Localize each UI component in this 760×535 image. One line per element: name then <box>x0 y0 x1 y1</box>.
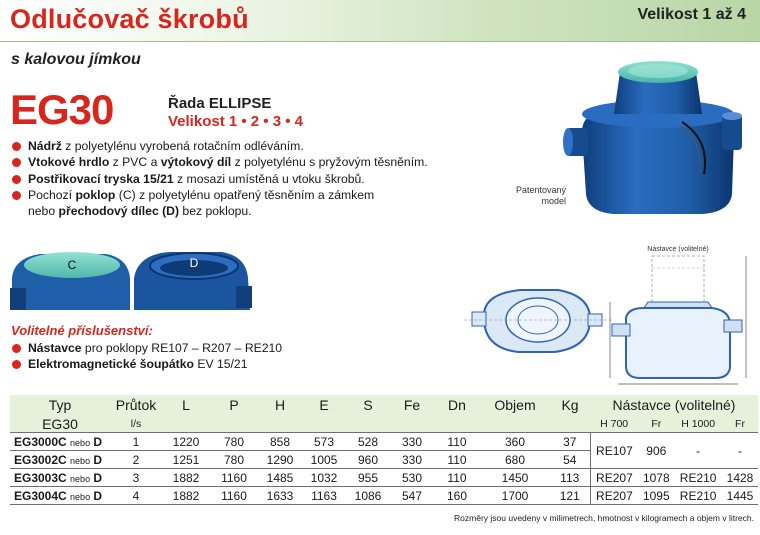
feature-list <box>11 138 481 219</box>
cell-kg: 54 <box>550 451 590 469</box>
cell-kg: 121 <box>550 487 590 505</box>
cell-p: 1160 <box>210 487 258 505</box>
cell-fe: 330 <box>390 451 434 469</box>
cell-fe: 330 <box>390 433 434 451</box>
cell-fr1: 1078 <box>638 469 674 487</box>
cell-volume: 360 <box>480 433 550 451</box>
accessories-title: Volitelné příslušenství: <box>11 323 153 338</box>
cell-dn: 110 <box>434 469 480 487</box>
cell-l: 1882 <box>162 469 210 487</box>
patent-label: Patentovaný model <box>515 185 566 206</box>
col-fr2-header: Fr <box>722 415 758 433</box>
accessory-text: pro poklopy RE107 – R207 – RE210 <box>81 341 283 355</box>
cell-fr1: 906 <box>638 433 674 469</box>
cell-e: 1163 <box>302 487 346 505</box>
col-p-header: P <box>210 395 258 415</box>
col-type-header: Typ <box>10 395 110 415</box>
bullet-icon <box>12 360 21 369</box>
cell-s: 528 <box>346 433 390 451</box>
feature-bold: Postřikovací tryska 15/21 <box>28 171 174 186</box>
cell-fr1: 1095 <box>638 487 674 505</box>
cell-fr2: 1445 <box>722 487 758 505</box>
cell-l: 1220 <box>162 433 210 451</box>
cell-h1000: - <box>674 433 722 469</box>
cell-type: EG3004C nebo D <box>10 487 110 505</box>
col-kg-header: Kg <box>550 395 590 415</box>
product-photo <box>562 44 752 220</box>
cell-s: 955 <box>346 469 390 487</box>
model-name: EG30 <box>10 86 114 133</box>
feature-text: z mosazi umístěná u vtoku škrobů. <box>173 171 365 186</box>
cell-flow: 3 <box>110 469 162 487</box>
feature-item <box>11 171 481 187</box>
cell-h700: RE107 <box>590 433 638 469</box>
feature-text: bez poklopu. <box>179 204 252 219</box>
cell-fr2: 1428 <box>722 469 758 487</box>
spec-table <box>10 395 758 505</box>
cell-fr2: - <box>722 433 758 469</box>
accessory-item <box>11 340 411 356</box>
col-extensions-header: Nástavce (volitelné) <box>590 395 758 415</box>
cell-type: EG3003C nebo D <box>10 469 110 487</box>
col-dn-header: Dn <box>434 395 480 415</box>
cell-h1000: RE210 <box>674 469 722 487</box>
cell-fe: 547 <box>390 487 434 505</box>
page-subtitle: s kalovou jímkou <box>11 51 141 68</box>
series-label: Řada ELLIPSE <box>168 95 272 112</box>
cell-h: 858 <box>258 433 302 451</box>
col-h1000-header: H 1000 <box>674 415 722 433</box>
col-type-subheader: EG30 <box>10 415 110 433</box>
cell-l: 1251 <box>162 451 210 469</box>
col-flow-header: Průtok <box>110 395 162 415</box>
feature-bold: Nádrž <box>28 139 62 153</box>
feature-item <box>11 154 481 170</box>
col-h-header: H <box>258 395 302 415</box>
accessories-list <box>11 340 411 373</box>
lid-c-label: C <box>67 258 77 272</box>
bullet-icon <box>12 191 21 200</box>
cell-h700: RE207 <box>590 487 638 505</box>
feature-text: Pochozí <box>28 187 76 202</box>
cell-volume: 680 <box>480 451 550 469</box>
feature-item <box>11 187 481 220</box>
cell-h: 1290 <box>258 451 302 469</box>
accessory-bold: Nástavce <box>28 341 82 355</box>
table-row <box>10 487 758 505</box>
col-s-header: S <box>346 395 390 415</box>
cell-e: 1005 <box>302 451 346 469</box>
size-range-label: Velikost 1 až 4 <box>637 6 746 23</box>
table-row <box>10 433 758 451</box>
footnote: Rozměry jsou uvedeny v milimetrech, hmotnost v kilogramech a objem v litrech. <box>454 513 754 523</box>
cell-fe: 530 <box>390 469 434 487</box>
bullet-icon <box>12 344 21 353</box>
cell-flow: 1 <box>110 433 162 451</box>
cell-flow: 4 <box>110 487 162 505</box>
cell-l: 1882 <box>162 487 210 505</box>
accessory-item <box>11 356 411 372</box>
cell-kg: 37 <box>550 433 590 451</box>
col-h700-header: H 700 <box>590 415 638 433</box>
cell-h1000: RE210 <box>674 487 722 505</box>
cell-volume: 1700 <box>480 487 550 505</box>
cell-e: 573 <box>302 433 346 451</box>
feature-bold: přechodový dílec (D) <box>58 204 180 219</box>
technical-drawing <box>462 238 752 388</box>
bullet-icon <box>12 158 21 167</box>
cell-e: 1032 <box>302 469 346 487</box>
cell-p: 1160 <box>210 469 258 487</box>
col-l-header: L <box>162 395 210 415</box>
page-title: Odlučovač škrobů <box>10 4 249 34</box>
cell-type: EG3002C nebo D <box>10 451 110 469</box>
accessory-bold: Elektromagnetické šoupátko <box>28 357 194 372</box>
col-fr1-header: Fr <box>638 415 674 433</box>
cell-flow: 2 <box>110 451 162 469</box>
sizes-label: Velikost 1 • 2 • 3 • 4 <box>168 113 303 130</box>
cell-h: 1633 <box>258 487 302 505</box>
accessory-text: EV 15/21 <box>193 357 248 372</box>
col-e-header: E <box>302 395 346 415</box>
feature-bold: výtokový díl <box>160 155 232 170</box>
feature-text: z polyetylénu vyrobená rotačním odléváním. <box>61 139 304 153</box>
cell-kg: 113 <box>550 469 590 487</box>
cell-dn: 160 <box>434 487 480 505</box>
feature-text: z polyetylénu s pryžovým těsněním. <box>231 155 428 170</box>
feature-bold: Vtokové hrdlo <box>28 155 110 170</box>
cell-h: 1485 <box>258 469 302 487</box>
cell-s: 1086 <box>346 487 390 505</box>
feature-text: (C) z polyetylénu opatřený těsněním a zámkem <box>115 187 375 202</box>
cell-p: 780 <box>210 433 258 451</box>
feature-bold: poklop <box>75 187 116 202</box>
col-volume-header: Objem <box>480 395 550 415</box>
cell-s: 960 <box>346 451 390 469</box>
header-divider <box>0 41 760 42</box>
feature-text: nebo <box>28 204 59 219</box>
col-fe-header: Fe <box>390 395 434 415</box>
cell-dn: 110 <box>434 451 480 469</box>
bullet-icon <box>12 175 21 184</box>
cell-dn: 110 <box>434 433 480 451</box>
lid-adapter-photos <box>10 248 254 310</box>
bullet-icon <box>12 142 21 151</box>
adapter-d-label: D <box>189 256 199 270</box>
cell-p: 780 <box>210 451 258 469</box>
feature-item <box>11 138 481 154</box>
table-row <box>10 469 758 487</box>
col-flow-unit: l/s <box>110 415 162 433</box>
feature-text: z PVC a <box>109 155 161 170</box>
cell-volume: 1450 <box>480 469 550 487</box>
cell-type: EG3000C nebo D <box>10 433 110 451</box>
cell-h700: RE207 <box>590 469 638 487</box>
extension-label: Nástavce (volitelné) <box>647 246 709 253</box>
